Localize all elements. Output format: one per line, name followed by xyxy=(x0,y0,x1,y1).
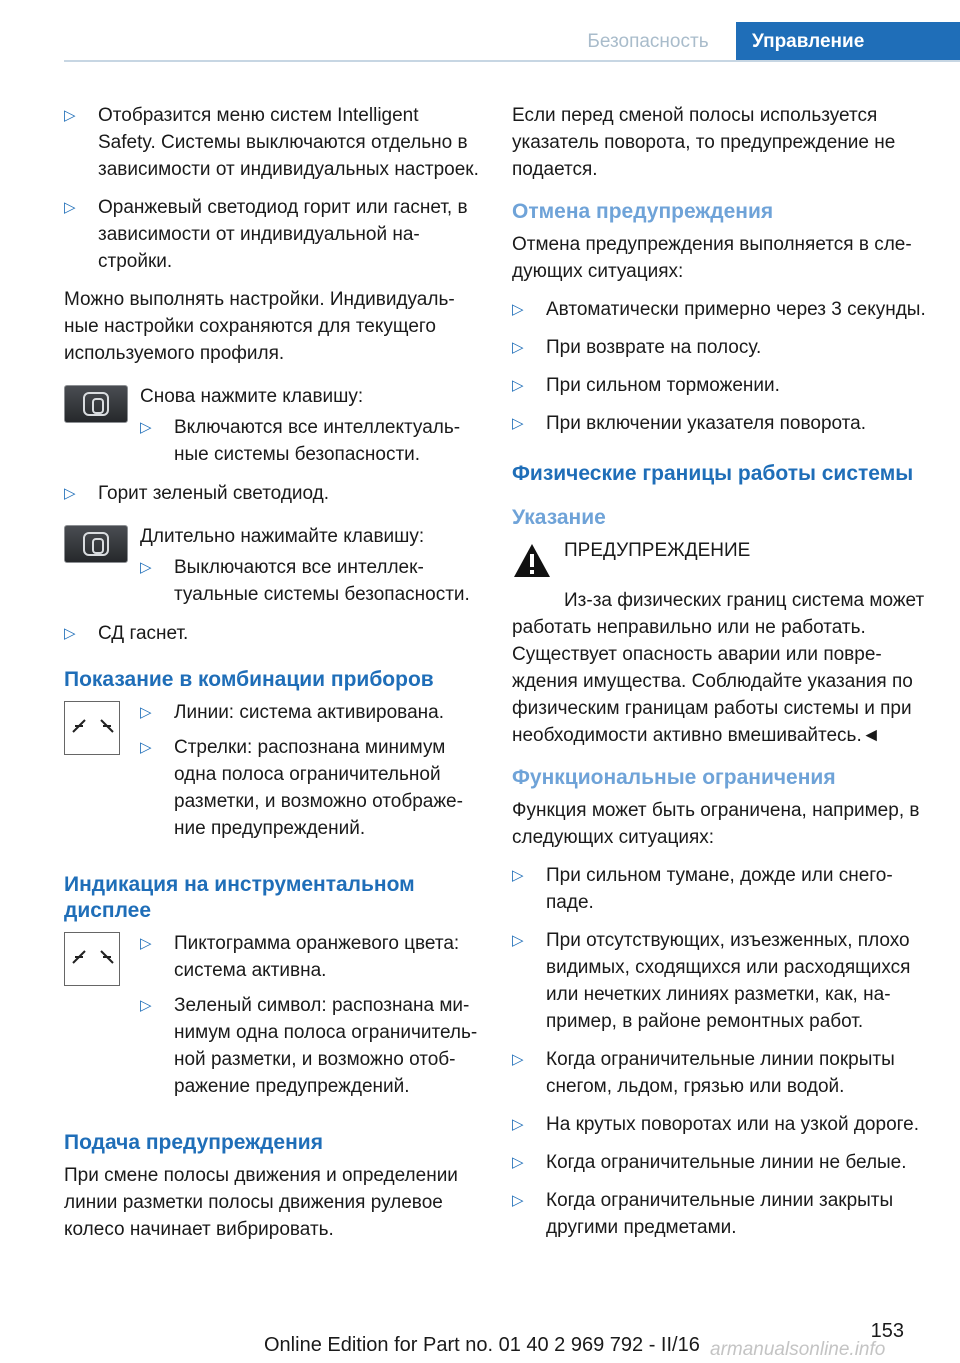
header-tab-safety[interactable]: Безопасность xyxy=(587,31,709,52)
section-heading: Индикация на инструментальном дисплее xyxy=(64,873,415,922)
triangle-right-icon: ▷ xyxy=(64,485,76,502)
warning-text: Из-за физических границ система может работать неправильно или не работать. Существует опасность аварии или повреждения имущества. Соблюдайте указания по физическим границам работы системы и при необходимости активно вмешивайтесь.◄ xyxy=(512,590,925,746)
paragraph: Можно выполнять настройки. Индивидуальные настройки сохраняются для текущего используемого профиля. xyxy=(64,289,455,364)
triangle-right-icon: ▷ xyxy=(64,625,76,642)
list-item xyxy=(140,734,479,842)
triangle-right-icon: ▷ xyxy=(140,935,152,952)
triangle-right-icon: ▷ xyxy=(140,419,152,436)
list-item xyxy=(512,927,928,1035)
list-item-text: При сильном тумане, дожде или снегопаде. xyxy=(546,865,893,913)
lane-departure-icon xyxy=(64,701,120,755)
watermark: armanualsonline.info xyxy=(710,1339,886,1360)
paragraph: Отмена предупреждения выполняется в следующих ситуациях: xyxy=(512,234,912,282)
warning-triangle-icon xyxy=(512,541,552,581)
warning-block xyxy=(512,537,928,585)
list-item-text: Когда ограничительные линии не белые. xyxy=(546,1152,907,1173)
subsection-heading: Отмена предупреждения xyxy=(512,200,774,223)
triangle-right-icon: ▷ xyxy=(140,997,152,1014)
subsection-heading: Указание xyxy=(512,506,606,529)
list-item xyxy=(64,480,479,507)
triangle-right-icon: ▷ xyxy=(512,932,524,949)
list-item-text: Включаются все интеллектуальные системы безопасности. xyxy=(174,417,461,465)
left-column xyxy=(64,102,479,1254)
section-heading: Показание в комбинации приборов xyxy=(64,668,434,691)
list-item-text: Горит зеленый светодиод. xyxy=(98,483,330,504)
subsection-heading: Функциональные ограничения xyxy=(512,766,836,789)
list-item xyxy=(64,620,479,647)
list-item-text: Отобразится меню систем Intelligent Safety. Системы выключаются отдельно в зависимости от индивидуальных настроек. xyxy=(98,105,479,180)
list-item-text: При возврате на полосу. xyxy=(546,337,762,358)
list-item xyxy=(140,992,479,1100)
section-heading: Подача предупреждения xyxy=(64,1131,323,1154)
list-item-text: Оранжевый светодиод горит или гаснет, в зависимости от индивидуальной настройки. xyxy=(98,197,468,272)
list-item-text: СД гаснет. xyxy=(98,623,189,644)
list-item xyxy=(140,554,479,608)
list-item-text: При отсутствующих, изъезженных, плохо видимых, сходящихся или расходящихся или нечетких линиях разметки, как, например, в районе ремонтных работ. xyxy=(546,930,911,1032)
button-instruction xyxy=(64,523,479,608)
header-rule xyxy=(64,60,960,62)
list-item-text: Стрелки: распознана минимум одна полоса ограничительной разметки, и возможно отображение предупреждений. xyxy=(174,737,463,839)
list-item xyxy=(64,194,479,275)
triangle-right-icon: ▷ xyxy=(512,301,524,318)
triangle-right-icon: ▷ xyxy=(140,559,152,576)
icon-explanation xyxy=(64,699,479,842)
section-heading: Физические границы работы системы xyxy=(512,462,914,485)
list-item xyxy=(140,930,479,984)
list-item xyxy=(64,102,479,183)
list-item xyxy=(512,1187,928,1241)
lane-departure-icon xyxy=(64,932,120,986)
intelligent-safety-button-icon xyxy=(64,385,128,423)
list-item xyxy=(512,1149,928,1176)
instruction-text: Длительно нажимайте клавишу: xyxy=(140,526,425,547)
triangle-right-icon: ▷ xyxy=(140,739,152,756)
triangle-right-icon: ▷ xyxy=(512,1116,524,1133)
list-item xyxy=(512,334,928,361)
warning-title: ПРЕДУПРЕЖДЕНИЕ xyxy=(564,540,751,561)
list-item xyxy=(140,699,479,726)
list-item-text: Когда ограничительные линии покрыты снегом, льдом, грязью или водой. xyxy=(546,1049,895,1097)
list-item xyxy=(512,296,928,323)
paragraph: При смене полосы движения и определении линии разметки полосы движения рулевое колесо начинает вибрировать. xyxy=(64,1165,458,1240)
paragraph: Если перед сменой полосы используется указатель поворота, то предупреждение не подается. xyxy=(512,105,896,180)
list-item-text: Зеленый символ: распознана минимум одна полоса ограничительной разметки, и возможно отображение предупреждений. xyxy=(174,995,478,1097)
page-number: 153 xyxy=(870,1320,904,1342)
right-column xyxy=(512,102,928,1252)
triangle-right-icon: ▷ xyxy=(64,107,76,124)
triangle-right-icon: ▷ xyxy=(512,339,524,356)
list-item-text: Выключаются все интеллектуальные системы безопасности. xyxy=(174,557,470,605)
triangle-right-icon: ▷ xyxy=(512,867,524,884)
list-item-text: Автоматически примерно через 3 секунды. xyxy=(546,299,926,320)
list-item-text: При сильном торможении. xyxy=(546,375,780,396)
list-item-text: Пиктограмма оранжевого цвета: система активна. xyxy=(174,933,460,981)
footer-edition: Online Edition for Part no. 01 40 2 969 792 - II/16 xyxy=(264,1334,700,1356)
list-item xyxy=(512,1046,928,1100)
instruction-text: Снова нажмите клавишу: xyxy=(140,386,364,407)
list-item-text: Линии: система активирована. xyxy=(174,702,444,723)
list-item xyxy=(140,414,479,468)
list-item xyxy=(512,862,928,916)
list-item xyxy=(512,1111,928,1138)
triangle-right-icon: ▷ xyxy=(512,415,524,432)
triangle-right-icon: ▷ xyxy=(140,704,152,721)
header-tab-controls[interactable]: Управление xyxy=(736,22,960,62)
triangle-right-icon: ▷ xyxy=(512,1192,524,1209)
triangle-right-icon: ▷ xyxy=(512,1154,524,1171)
triangle-right-icon: ▷ xyxy=(512,1051,524,1068)
list-item-text: На крутых поворотах или на узкой дороге. xyxy=(546,1114,919,1135)
list-item xyxy=(512,372,928,399)
triangle-right-icon: ▷ xyxy=(512,377,524,394)
button-instruction xyxy=(64,383,479,468)
intelligent-safety-button-icon xyxy=(64,525,128,563)
icon-explanation xyxy=(64,930,479,1100)
paragraph: Функция может быть ограничена, например, в следующих ситуациях: xyxy=(512,800,920,848)
list-item-text: При включении указателя поворота. xyxy=(546,413,866,434)
list-item xyxy=(512,410,928,437)
triangle-right-icon: ▷ xyxy=(64,199,76,216)
list-item-text: Когда ограничительные линии закрыты другими предметами. xyxy=(546,1190,894,1238)
